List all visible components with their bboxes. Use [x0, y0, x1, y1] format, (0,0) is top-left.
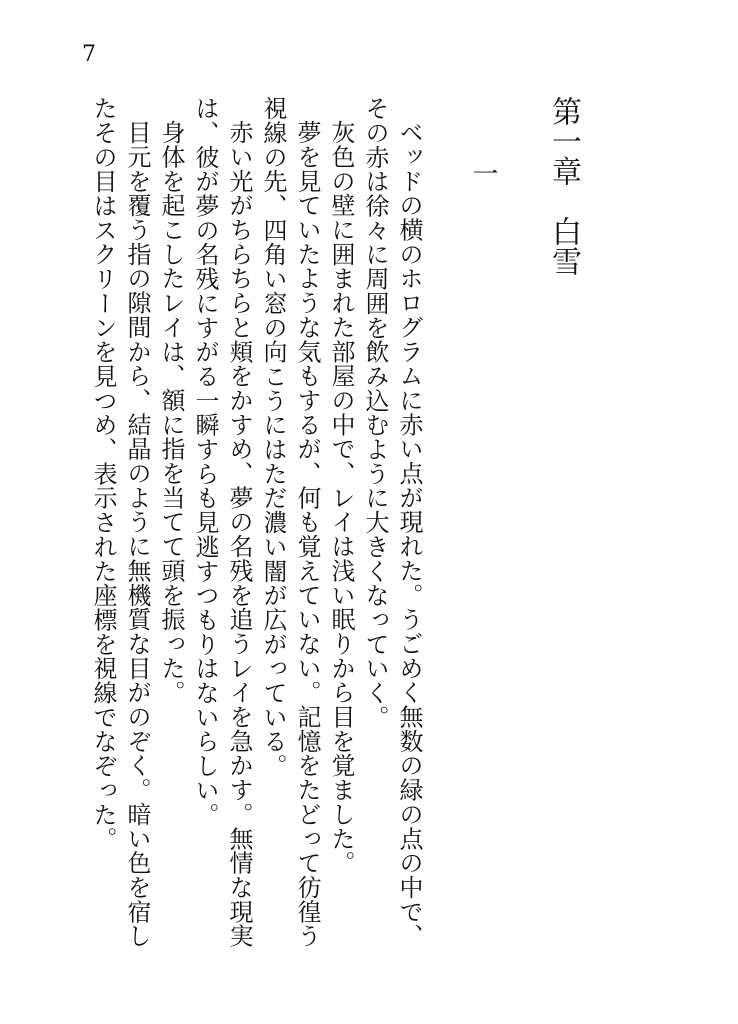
paragraph: 夢を見ていたような気もするが、何も覚えていない。記憶をたどって彷徨う視線の先、四角い窓の向こうにはただ濃い闇が広がっている。 [259, 96, 321, 948]
paragraph: 赤い光がちらちらと頬をかすめ、夢の名残を追うレイを急かす。無情な現実は、彼が夢の名残にすがる一瞬すらも見逃すつもりはないらしい。 [191, 96, 253, 948]
section-marker: 一 [468, 160, 498, 186]
page-number: 7 [82, 42, 96, 67]
body-text [86, 96, 426, 956]
paragraph: ベッドの横のホログラムに赤い点が現れた。うごめく無数の緑の点の中で、その赤は徐々に周囲を飲み込むように大きくなっていく。 [361, 96, 423, 948]
chapter-title: 第一章 白雪 [546, 96, 581, 276]
paragraph: 目元を覆う指の隙間から、結晶のように無機質な目がのぞく。暗い色を宿したその目はスクリーンを見つめ、表示された座標を視線でなぞった。 [89, 96, 151, 948]
paragraph: 身体を起こしたレイは、額に指を当てて頭を振った。 [157, 120, 185, 705]
paragraph: 灰色の壁に囲まれた部屋の中で、レイは浅い眠りから目を覚ました。 [327, 120, 355, 875]
